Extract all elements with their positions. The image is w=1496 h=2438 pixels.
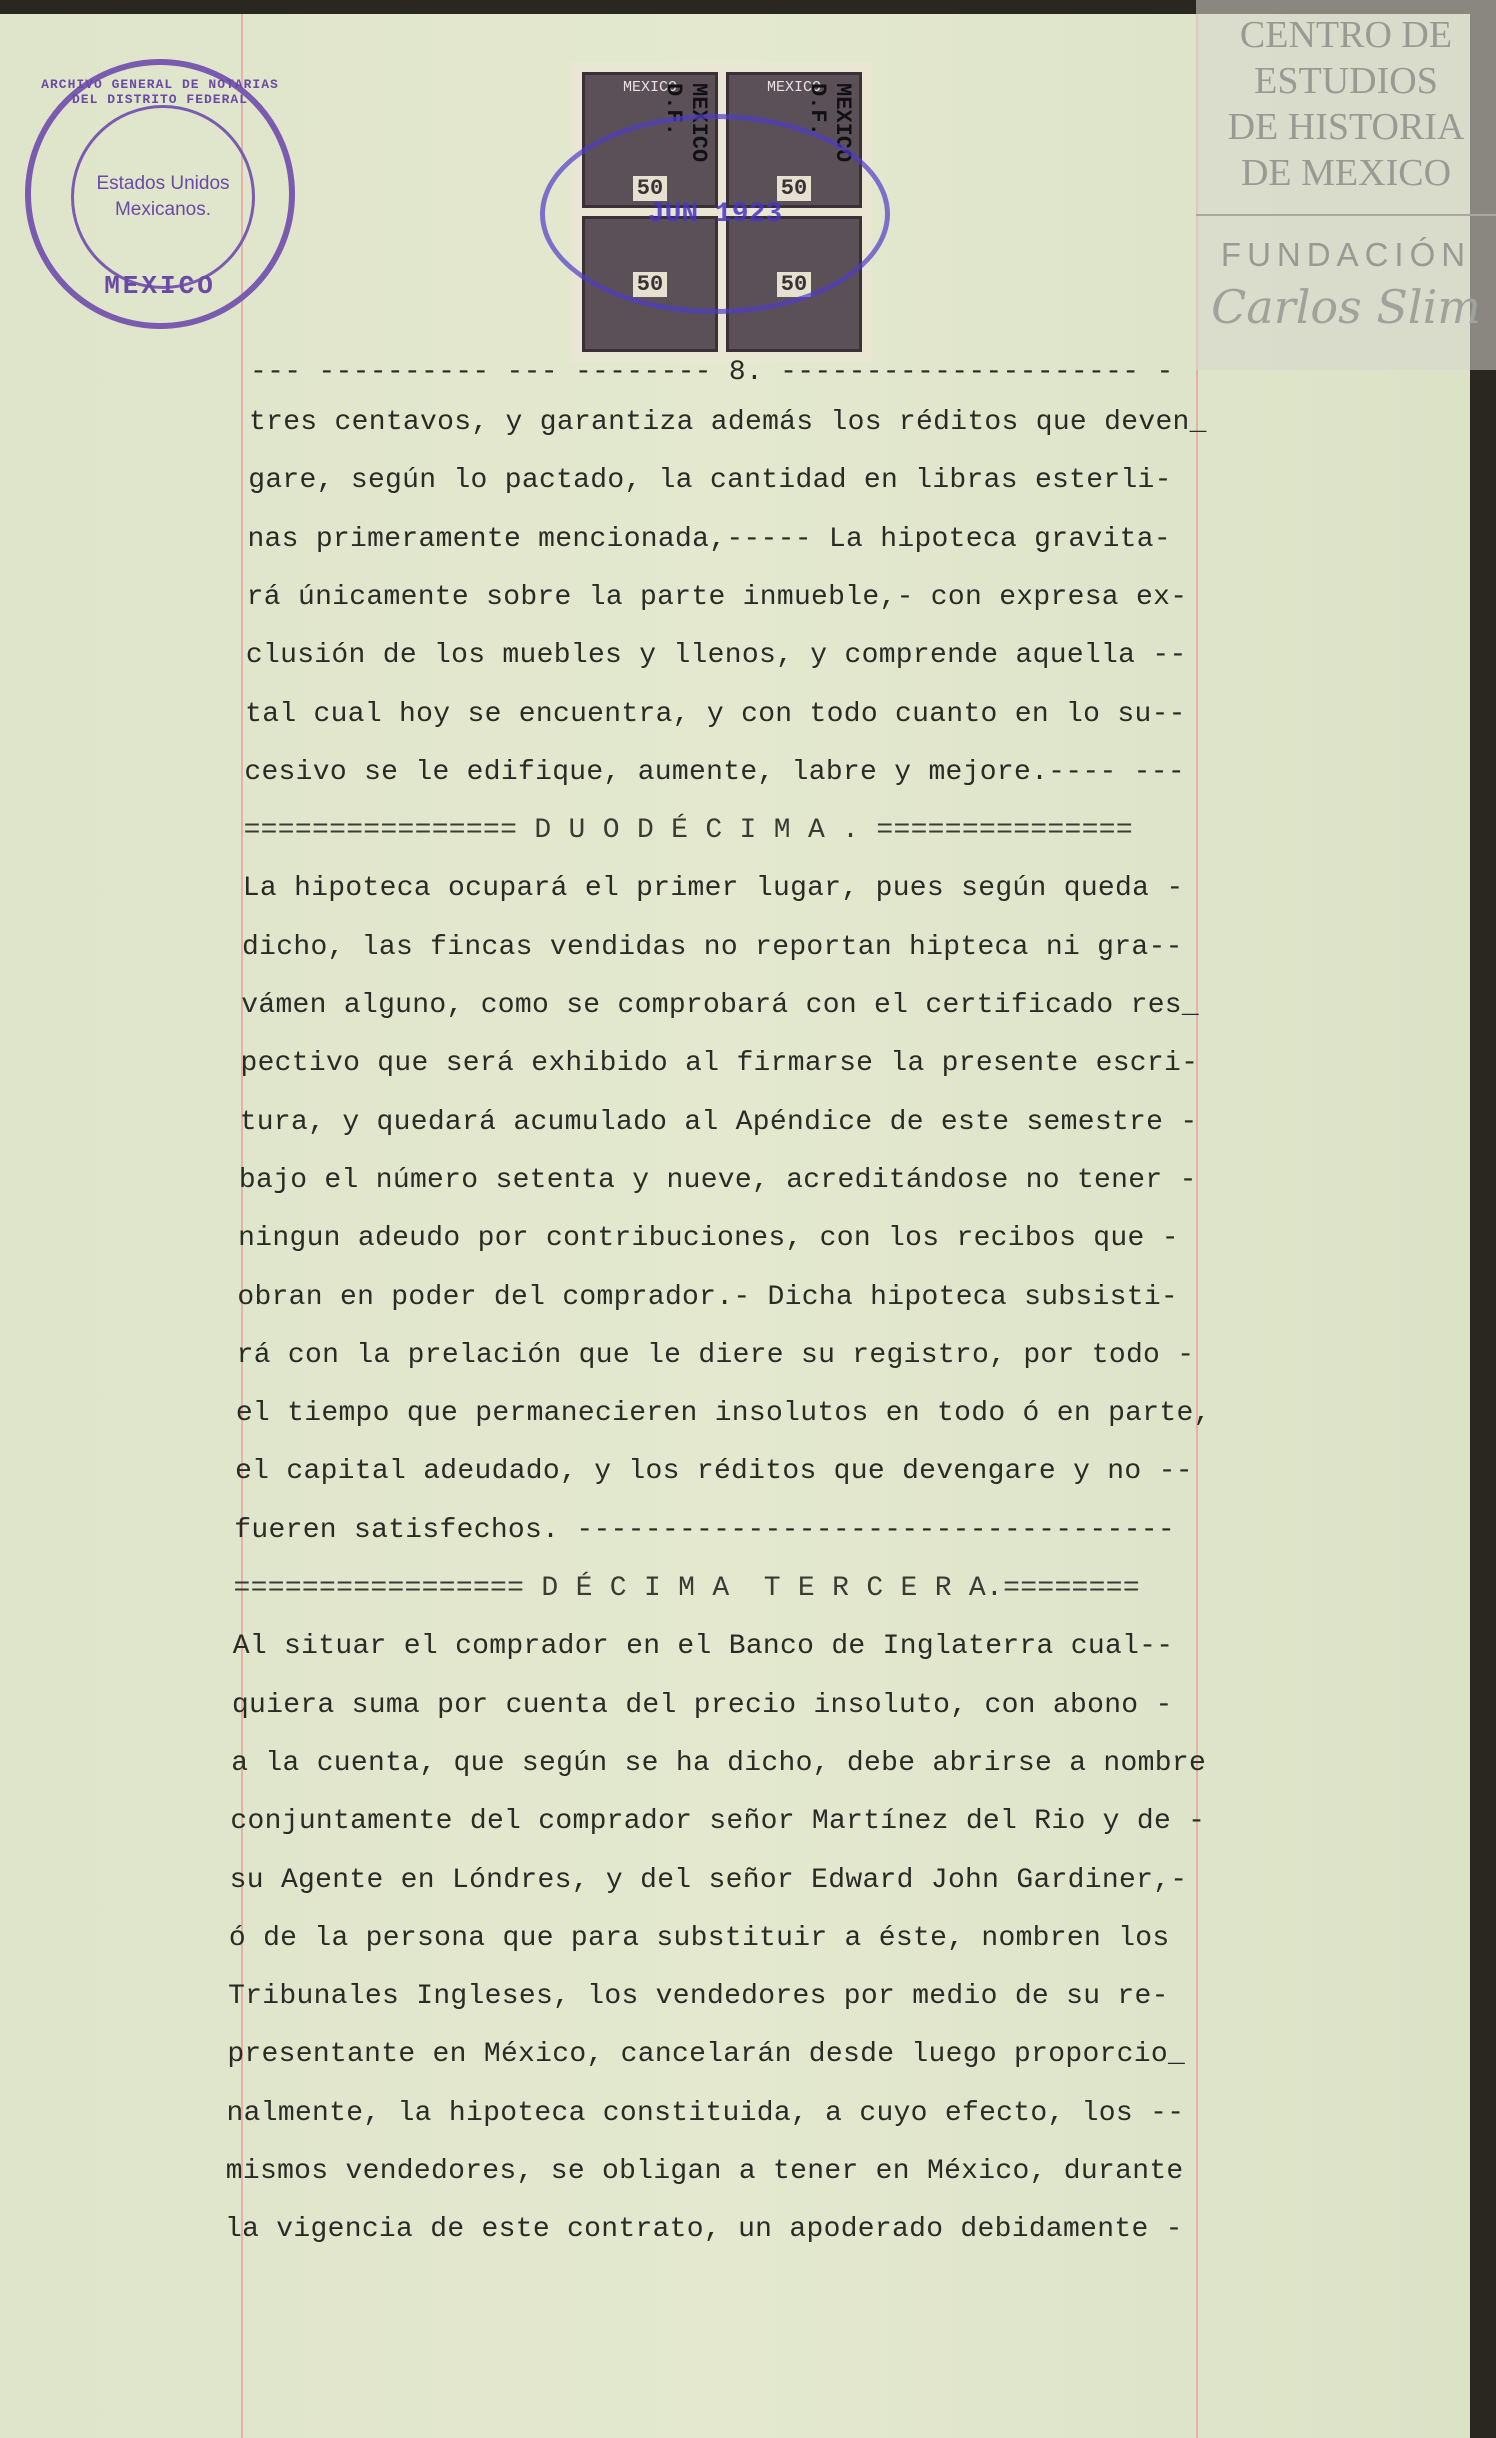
notary-archive-seal [25, 59, 295, 329]
text-line: nalmente, la hipoteca constituida, a cuyo efecto, los -- [226, 2097, 1185, 2129]
text-line: cesivo se le edifique, aumente, labre y mejore.---- --- [244, 756, 1185, 788]
text-line: el tiempo que permanecieren insolutos en todo ó en parte, [235, 1398, 1211, 1430]
page-number-line: --- ---------- --- -------- 8. --------------------- - [250, 357, 1174, 388]
text-line: a la cuenta, que según se ha dicho, debe abrirse a nombre [231, 1747, 1207, 1779]
stamp-country: MEXICO [766, 79, 821, 96]
text-line: bajo el número setenta y nueve, acreditándose no tener - [238, 1164, 1197, 1196]
watermark-line: ESTUDIOS [1254, 60, 1438, 102]
text-line: Tribunales Ingleses, los vendedores por medio de su re- [228, 1981, 1169, 2013]
text-line: pectivo que será exhibido al firmarse la presente escri- [240, 1048, 1199, 1080]
text-line: fueren satisfechos. ----------------------------------- [234, 1514, 1175, 1546]
postmark-date: JUN 1923 [647, 198, 783, 230]
text-line: Al situar el comprador en el Banco de Inglaterra cual-- [232, 1631, 1174, 1663]
text-line: rá con la prelación que le diere su registro, por todo - [236, 1339, 1195, 1371]
seal-ring-text: ARCHIVO GENERAL DE NOTARIAS DEL DISTRITO FEDERAL [41, 77, 279, 107]
stamp-overprint: MEXICO D.F. [661, 83, 711, 163]
watermark-line: DE MEXICO [1240, 152, 1452, 194]
text-line: gare, según lo pactado, la cantidad en libras esterli- [248, 465, 1172, 497]
watermark-foundation: FUNDACIÓN [1196, 214, 1496, 274]
archive-watermark [1196, 0, 1496, 370]
text-line: La hipoteca ocupará el primer lugar, pues según queda - [242, 873, 1184, 905]
text-line: vámen alguno, como se comprobará con el certificado res_ [241, 990, 1200, 1021]
text-line: nas primeramente mencionada,----- La hipoteca gravita- [247, 523, 1171, 555]
clause-heading: ================= D É C I M A T E R C E R A.======== [233, 1573, 1140, 1604]
text-line: tura, y quedará acumulado al Apéndice de este semestre - [239, 1106, 1198, 1138]
right-margin-line [1196, 14, 1198, 2438]
text-line: presentante en México, cancelarán desde luego proporcio_ [227, 2039, 1186, 2071]
stamp-overprint: MEXICO D.F. [805, 83, 855, 163]
seal-center-line2: Mexicanos. [114, 199, 212, 220]
text-line: dicho, las fincas vendidas no reportan hipteca ni gra-- [242, 931, 1183, 963]
text-line: tres centavos, y garantiza además los réditos que deven_ [249, 407, 1207, 438]
stamp-value: 50 [777, 176, 811, 201]
watermark-line: DE HISTORIA [1227, 106, 1465, 148]
seal-bottom-text: MEXICO [104, 271, 216, 301]
watermark-signature: Carlos Slim [1211, 280, 1481, 334]
stamp-value: 50 [777, 272, 811, 297]
text-line: obran en poder del comprador.- Dicha hipoteca subsisti- [237, 1281, 1179, 1313]
text-line: mismos vendedores, se obligan a tener en México, durante [225, 2156, 1184, 2187]
text-line: la vigencia de este contrato, un apoderado debidamente - [225, 2214, 1183, 2246]
stamp-value: 50 [633, 272, 667, 297]
text-line: ningun adeudo por contribuciones, con los recibos que - [238, 1223, 1179, 1255]
text-line: rá únicamente sobre la parte inmueble,- con expresa ex- [246, 581, 1188, 613]
watermark-line: CENTRO DE [1239, 14, 1453, 56]
clause-heading: ================ D U O D É C I M A . =============== [243, 815, 1133, 847]
text-line: ó de la persona que para substituir a éste, nombren los [228, 1922, 1170, 1954]
stamp-country: MEXICO [622, 79, 677, 96]
text-line: conjuntamente del comprador señor Martínez del Rio y de - [230, 1806, 1206, 1838]
document-page [0, 14, 1470, 2438]
seal-center-line1: Estados Unidos [96, 173, 230, 194]
text-line: clusión de los muebles y llenos, y comprende aquella -- [245, 640, 1187, 672]
text-line: su Agente en Lóndres, y del señor Edward John Gardiner,- [229, 1864, 1188, 1896]
cancellation-postmark [540, 114, 890, 314]
text-line: el capital adeudado, y los réditos que devengare y no -- [235, 1456, 1193, 1488]
stamp-value: 50 [633, 176, 667, 201]
text-line: tal cual hoy se encuentra, y con todo cuanto en lo su-- [245, 698, 1186, 730]
text-line: quiera suma por cuenta del precio insoluto, con abono - [231, 1689, 1173, 1721]
